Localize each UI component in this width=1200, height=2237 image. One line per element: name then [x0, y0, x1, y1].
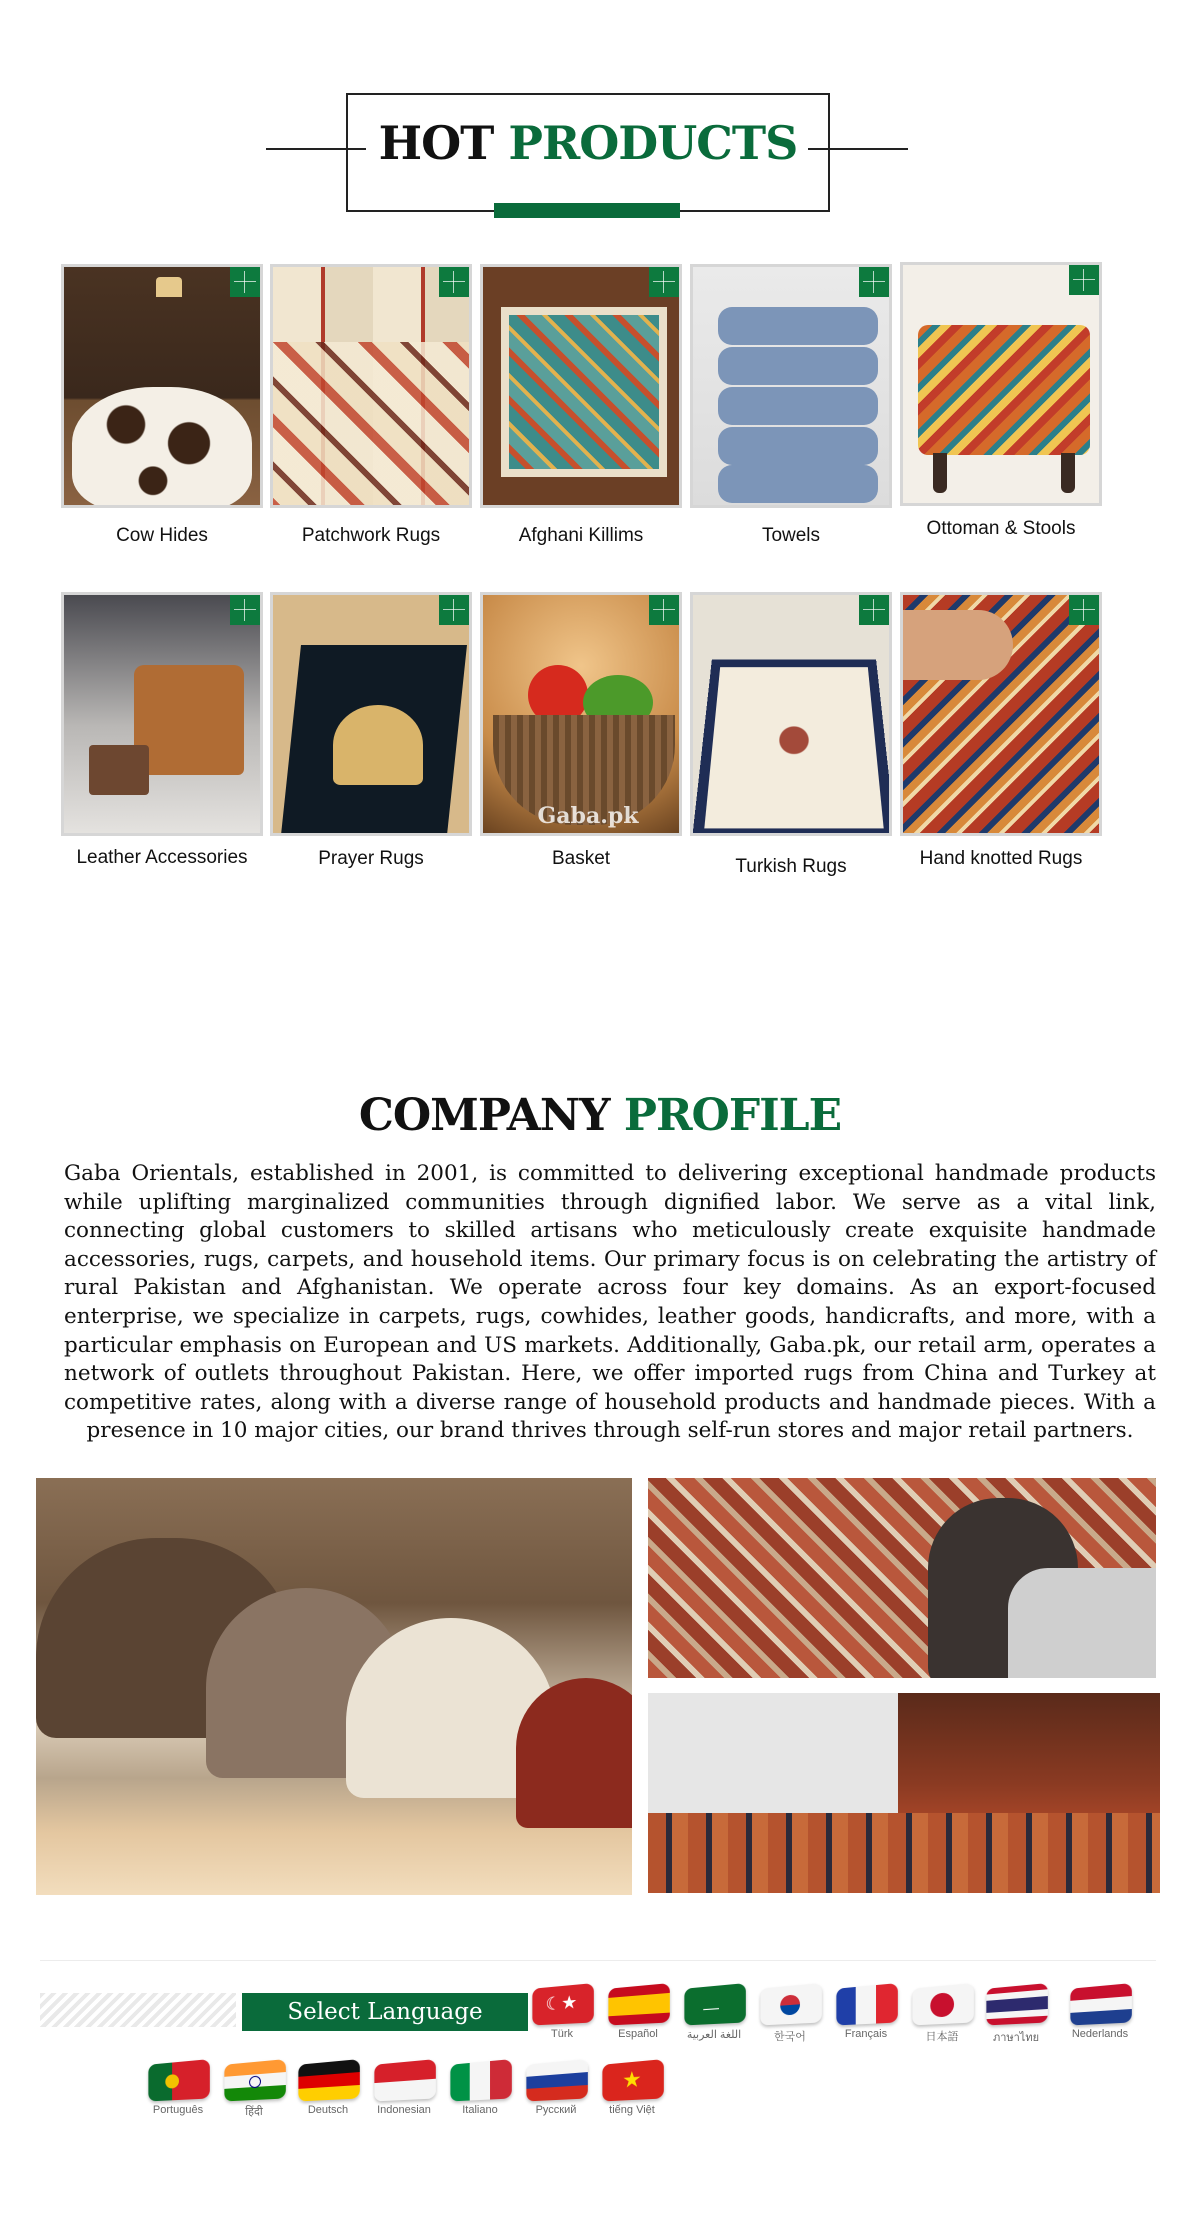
turkey-flag-icon[interactable] — [532, 1983, 593, 2025]
product-card-prayer-rugs[interactable] — [270, 592, 472, 869]
product-image-hand-knotted-rugs[interactable] — [900, 592, 1102, 836]
language-name[interactable]: اللغة العربية — [686, 2029, 742, 2041]
language-option-turkish[interactable] — [526, 1986, 598, 2040]
company-profile-text: Gaba Orientals, established in 2001, is committed to delivering exceptional handmade products while uplifting marginalized communities through dignified labor. We serve as a vital link, connecting global customers to skilled artisans who meticulously create exquisite handmade accessories, rugs, carpets, and household items. Our primary focus is on celebrating the artistry of rural Pakistan and Afghanistan. We operate across four key domains. As an export-focused enterprise, we specialize in carpets, rugs, cowhides, leather goods, handicrafts, and more, with a particular emphasis on European and US markets. Additionally, Gaba.pk, our retail arm, operates a network of outlets throughout Pakistan. Here, we offer imported rugs from China and Turkey at competitive rates, along with a diverse range of household products and handmade pieces. With a presence in 10 major cities, our brand thrives through self-run stores and major retail partners. — [64, 1161, 1156, 1444]
language-name[interactable]: Türk — [551, 2028, 573, 2040]
mosque-arch-graphic — [333, 705, 423, 785]
product-card-patchwork-rugs[interactable] — [270, 264, 472, 546]
language-option-indonesian[interactable] — [368, 2062, 440, 2116]
language-option-vietnamese[interactable] — [596, 2062, 668, 2116]
rug-pattern-graphic — [648, 1813, 1160, 1893]
cowhide-graphic — [72, 387, 252, 508]
company-profile-title — [0, 1090, 1200, 1141]
language-name[interactable]: Deutsch — [307, 2104, 349, 2116]
corner-badge-icon — [649, 595, 679, 625]
language-option-spanish[interactable] — [602, 1986, 674, 2040]
patchwork-graphic — [273, 342, 472, 508]
basket-watermark: Gaba.pk — [537, 803, 639, 829]
ottoman-graphic — [918, 325, 1090, 455]
language-name[interactable]: Italiano — [462, 2104, 498, 2116]
corner-badge-icon — [439, 595, 469, 625]
language-name[interactable]: हिंदी — [245, 2106, 263, 2118]
product-card-leather-accessories[interactable] — [61, 592, 263, 868]
hot-products-title-dark: HOT — [378, 116, 494, 170]
artisan-shirt-graphic — [1008, 1568, 1156, 1678]
towel-graphic — [718, 347, 878, 385]
product-card-towels[interactable] — [690, 264, 892, 546]
towel-graphic — [718, 427, 878, 465]
company-profile-title-green: PROFILE — [623, 1090, 842, 1141]
india-flag-icon[interactable] — [224, 2059, 285, 2101]
corner-badge-icon — [439, 267, 469, 297]
vietnam-flag-icon[interactable] — [602, 2059, 663, 2101]
artisan-shirt-graphic — [648, 1693, 898, 1813]
gallery-image-artisan-repairing — [648, 1478, 1156, 1678]
title-underline-bar — [494, 203, 680, 218]
product-label[interactable]: Afghani Killims — [518, 525, 644, 546]
language-name[interactable]: Português — [152, 2104, 204, 2116]
language-name[interactable]: Nederlands — [1071, 2028, 1129, 2040]
select-language-button[interactable]: Select Language — [242, 1993, 528, 2031]
language-option-portuguese[interactable] — [142, 2062, 214, 2116]
ottoman-leg — [933, 453, 947, 493]
corner-badge-icon — [1069, 595, 1099, 625]
language-name[interactable]: Español — [618, 2028, 658, 2040]
product-label[interactable]: Prayer Rugs — [318, 848, 424, 869]
language-name[interactable]: tiếng Việt — [609, 2104, 655, 2116]
corner-badge-icon — [230, 267, 260, 297]
corner-badge-icon — [649, 267, 679, 297]
language-option-italian[interactable] — [444, 2062, 516, 2116]
japan-flag-icon[interactable] — [912, 1983, 973, 2025]
language-option-russian[interactable] — [520, 2062, 592, 2116]
product-card-basket[interactable] — [480, 592, 682, 869]
language-option-dutch[interactable] — [1064, 1986, 1136, 2040]
towel-graphic — [718, 387, 878, 425]
language-option-thai[interactable] — [980, 1986, 1052, 2046]
germany-flag-icon[interactable] — [298, 2059, 359, 2101]
product-label[interactable]: Turkish Rugs — [735, 856, 847, 877]
language-name[interactable]: Русский — [535, 2104, 577, 2116]
language-name[interactable]: Indonesian — [377, 2104, 431, 2116]
gallery-image-artisan-weaving — [648, 1693, 1160, 1893]
rug-roll-graphic — [516, 1678, 632, 1828]
language-name[interactable]: 한국어 — [774, 2031, 806, 2043]
product-image-patchwork-rugs[interactable] — [270, 264, 472, 508]
company-profile-title-dark: COMPANY — [358, 1090, 610, 1141]
saudi-flag-icon[interactable] — [684, 1983, 745, 2025]
ottoman-leg — [1061, 453, 1075, 493]
language-name[interactable]: ภาษาไทย — [992, 2032, 1040, 2044]
product-label[interactable]: Patchwork Rugs — [301, 525, 441, 546]
product-label[interactable]: Ottoman & Stools — [926, 518, 1076, 539]
netherlands-flag-icon[interactable] — [1070, 1983, 1131, 2025]
korea-flag-icon[interactable] — [760, 1983, 821, 2025]
thailand-flag-icon[interactable] — [986, 1983, 1047, 2025]
hand-graphic — [903, 610, 1013, 680]
bag-graphic — [134, 665, 244, 775]
product-label[interactable]: Leather Accessories — [76, 847, 248, 868]
spain-flag-icon[interactable] — [608, 1983, 669, 2025]
divider — [40, 1960, 1156, 1961]
product-card-ottoman-stools[interactable] — [900, 262, 1102, 539]
product-label[interactable]: Towels — [761, 525, 821, 546]
indonesia-flag-icon[interactable] — [374, 2059, 435, 2101]
product-image-cow-hides[interactable] — [61, 264, 263, 508]
language-name[interactable]: Français — [844, 2028, 888, 2040]
italy-flag-icon[interactable] — [450, 2059, 511, 2101]
language-option-arabic[interactable] — [678, 1986, 750, 2041]
russia-flag-icon[interactable] — [526, 2059, 587, 2101]
language-option-korean[interactable] — [754, 1986, 826, 2044]
product-label[interactable]: Basket — [551, 848, 611, 869]
towel-graphic — [718, 465, 878, 503]
product-card-afghani-killims[interactable] — [480, 264, 682, 546]
product-image-ottoman-stools[interactable] — [900, 262, 1102, 506]
language-option-hindi[interactable] — [218, 2062, 290, 2119]
language-name[interactable]: 日本語 — [925, 2031, 959, 2043]
hot-products-title-green: PRODUCTS — [508, 116, 798, 170]
language-option-french[interactable] — [830, 1986, 902, 2040]
killim-graphic — [501, 307, 667, 477]
towel-graphic — [718, 307, 878, 345]
france-flag-icon[interactable] — [836, 1983, 897, 2025]
product-label[interactable]: Hand knotted Rugs — [919, 848, 1083, 869]
corner-badge-icon — [230, 595, 260, 625]
product-image-afghani-killims[interactable] — [480, 264, 682, 508]
product-card-hand-knotted-rugs[interactable] — [900, 592, 1102, 869]
corner-badge-icon — [859, 595, 889, 625]
product-card-turkish-rugs[interactable] — [690, 592, 892, 877]
wallet-graphic — [89, 745, 149, 795]
hot-products-title — [346, 116, 830, 170]
lamp-graphic — [156, 277, 182, 297]
product-image-turkish-rugs[interactable] — [690, 592, 892, 836]
corner-badge-icon — [1069, 265, 1099, 295]
turkish-rug-graphic — [692, 659, 892, 836]
product-image-towels[interactable] — [690, 264, 892, 508]
product-image-basket[interactable] — [480, 592, 682, 836]
language-option-german[interactable] — [292, 2062, 364, 2116]
corner-badge-icon — [859, 267, 889, 297]
decorative-stripes — [40, 1993, 236, 2027]
gallery-image-shaggy-rugs — [36, 1478, 632, 1895]
product-card-cow-hides[interactable] — [61, 264, 263, 546]
portugal-flag-icon[interactable] — [148, 2059, 209, 2101]
product-image-prayer-rugs[interactable] — [270, 592, 472, 836]
language-option-japanese[interactable] — [906, 1986, 978, 2044]
product-image-leather-accessories[interactable] — [61, 592, 263, 836]
product-label[interactable]: Cow Hides — [116, 525, 208, 546]
